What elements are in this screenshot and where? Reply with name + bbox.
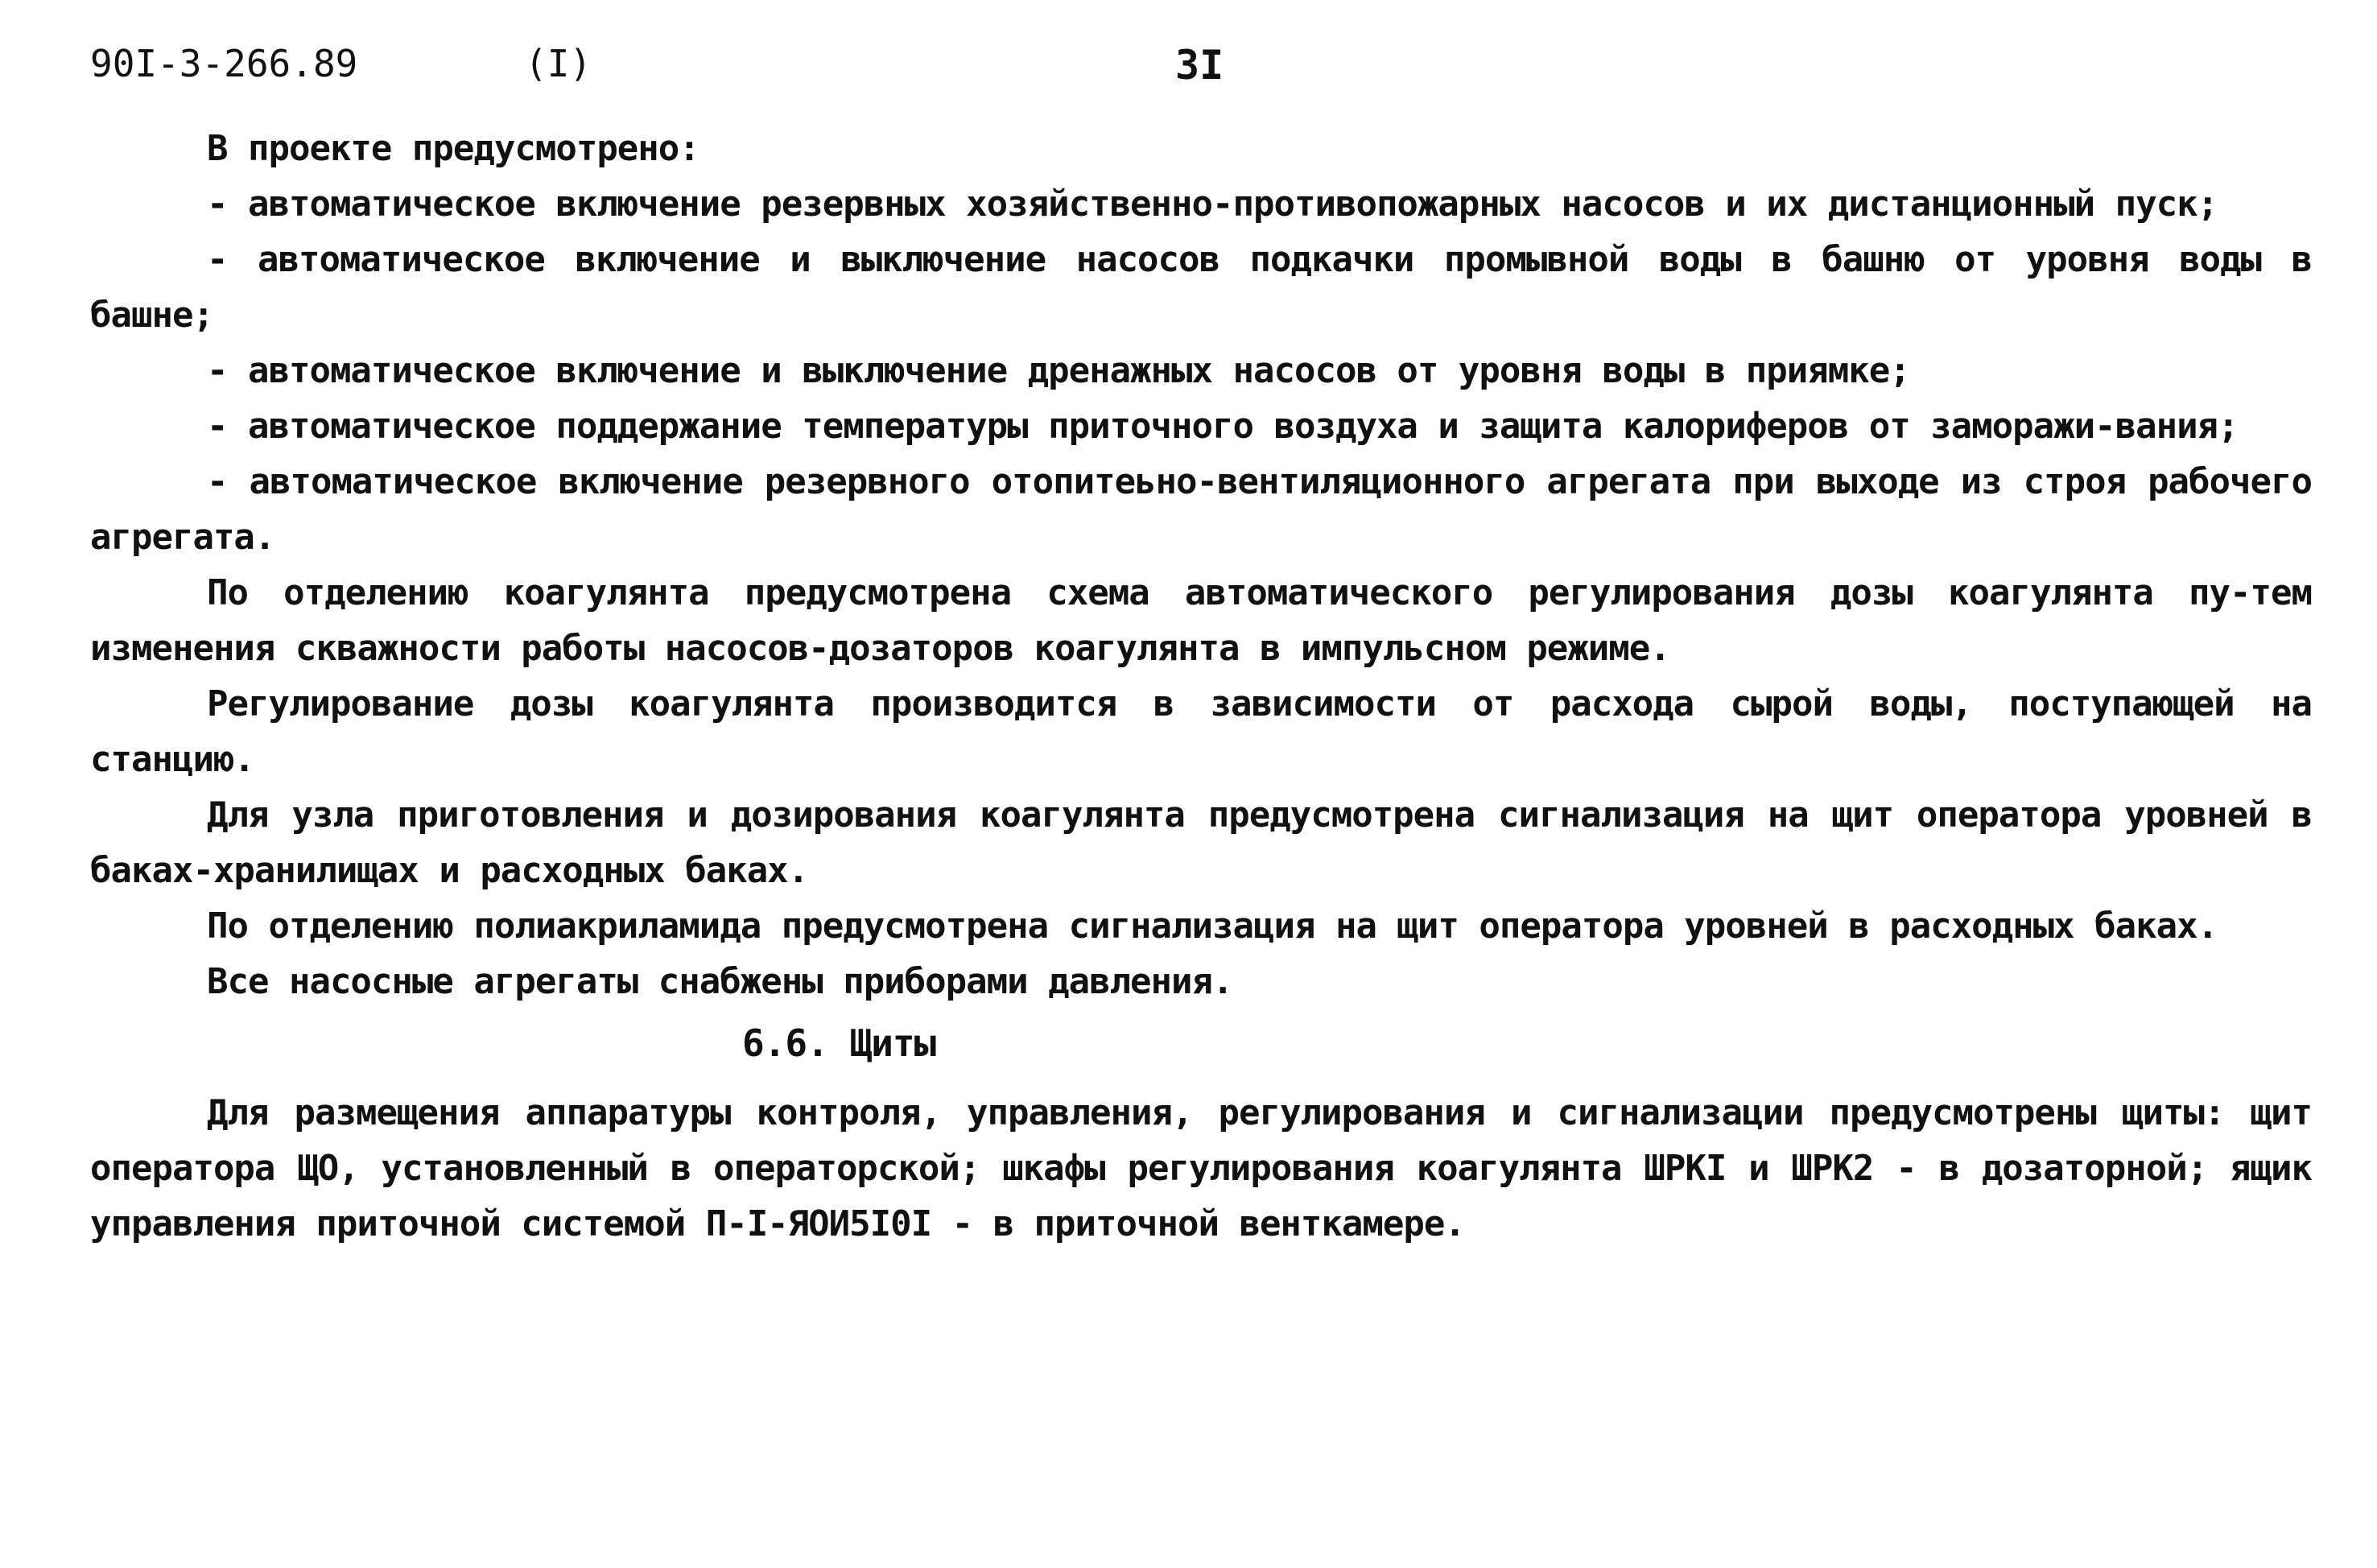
document-body [90, 121, 2312, 1252]
polyacrylamide-paragraph: По отделению полиакриламида предусмотрена сигнализация на щит оператора уровней в расходных баках. [207, 906, 2218, 947]
panels-paragraph: Для размещения аппаратуры контроля, управления, регулирования и сигнализации предусмотрены щиты: щит оператора ЩО, установленный в операторской; шкафы регулирования коагулянта ШРКI и ШРК2 - в дозаторной; ящик управления приточной системой П-I-ЯОИ5I0I - в приточной венткамере. [90, 1092, 2312, 1244]
pressure-gauges-paragraph: Все насосные агрегаты снабжены приборами давления. [207, 961, 1233, 1002]
list-item-drainage-pumps: - автоматическое включение и выключение дренажных насосов от уровня воды в приямке; [207, 350, 1910, 391]
page-header [90, 42, 2264, 98]
section-heading: 6.6. Щиты [742, 1021, 936, 1065]
list-item-reserve-unit: - автоматическое включение резервного отопитеьно-вентиляционного агрегата при выходе из строя рабочего агрегата. [90, 461, 2312, 558]
coagulant-signaling-paragraph: Для узла приготовления и дозирования коагулянта предусмотрена сигнализация на щит оператора уровней в баках-хранилищах и расходных баках. [90, 794, 2312, 891]
edition-number: (I) [525, 42, 592, 85]
dose-regulation-paragraph: Регулирование дозы коагулянта производится в зависимости от расхода сырой воды, поступающей на станцию. [90, 683, 2312, 780]
list-item-tower-pumps: - автоматическое включение и выключение насосов подкачки промывной воды в башню от уровня воды в башне; [90, 239, 2312, 336]
intro-paragraph: В проекте предусмотрено: [207, 128, 699, 169]
document-code: 90I-3-266.89 [90, 42, 358, 85]
list-item-reserve-pumps: - автоматическое включение резервных хозяйственно-противопожарных насосов и их дистанционный пуск; [207, 184, 2218, 225]
coagulant-dosing-paragraph: По отделению коагулянта предусмотрена схема автоматического регулирования дозы коагулянта пу-тем изменения скважности работы насосов-дозаторов коагулянта в импульсном режиме. [90, 572, 2312, 669]
page-number: 3I [1175, 42, 1224, 89]
list-item-air-temperature: - автоматическое поддержание температуры приточного воздуха и защита калориферов от заморажи-вания; [207, 406, 2239, 447]
